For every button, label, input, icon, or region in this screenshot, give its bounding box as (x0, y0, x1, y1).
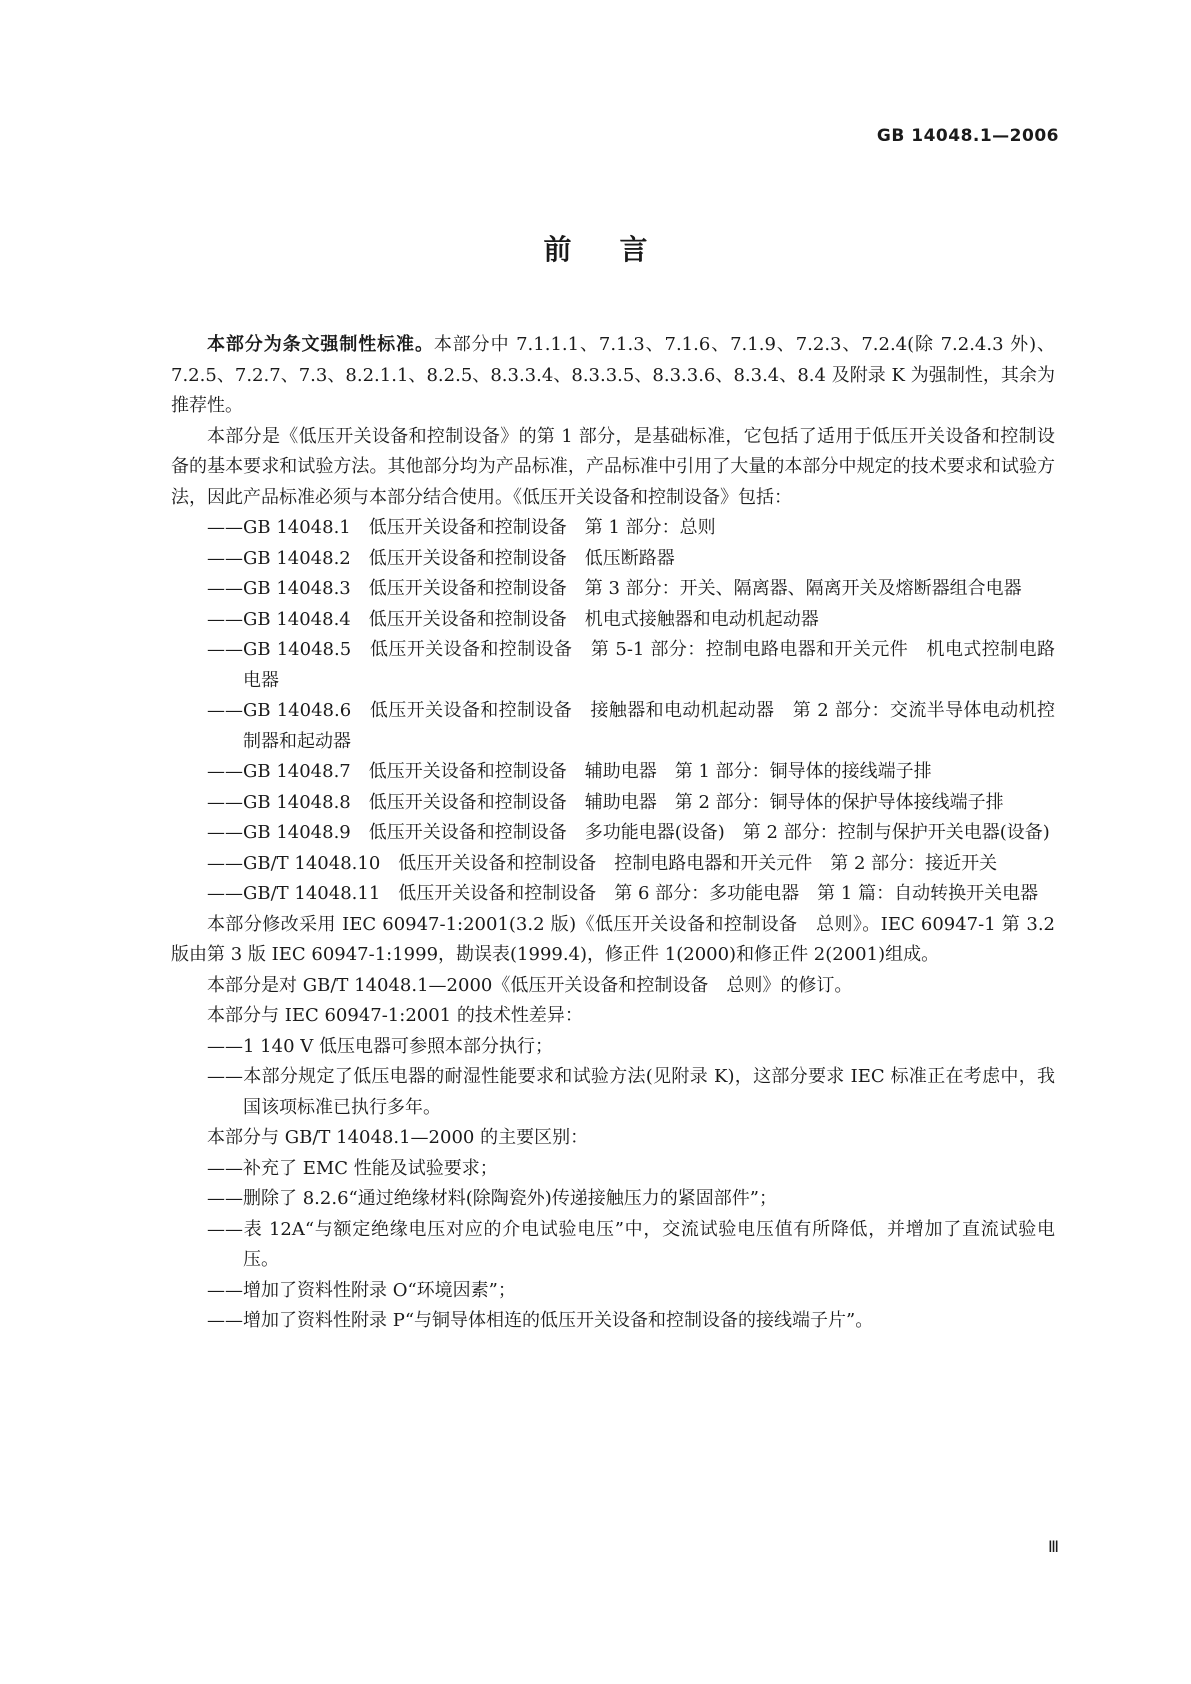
list-item: ——本部分规定了低压电器的耐湿性能要求和试验方法(见附录 K)，这部分要求 IEC 标准正在考虑中，我国该项标准已执行多年。 (207, 1066, 1055, 1118)
list-item: ——GB 14048.3 低压开关设备和控制设备 第 3 部分：开关、隔离器、隔离开关及熔断器组合电器 (207, 578, 1022, 599)
page-number: Ⅲ (1047, 1537, 1059, 1556)
paragraph-mandatory-scope (171, 330, 1055, 422)
paragraph-revision: 本部分是对 GB/T 14048.1—2000《低压开关设备和控制设备 总则》的修订。 (207, 974, 853, 996)
document-body (171, 330, 1055, 1337)
list-item: ——1 140 V 低压电器可参照本部分执行； (207, 1035, 553, 1057)
list-item: ——GB 14048.2 低压开关设备和控制设备 低压断路器 (207, 547, 675, 569)
list-item: ——GB 14048.8 低压开关设备和控制设备 辅助电器 第 2 部分：铜导体的保护导体接线端子排 (207, 791, 1004, 813)
paragraph-main-diff-heading: 本部分与 GB/T 14048.1—2000 的主要区别： (207, 1127, 589, 1148)
paragraph-tech-diff-heading: 本部分与 IEC 60947-1:2001 的技术性差异： (207, 1005, 583, 1026)
page-title: 前言 (543, 233, 696, 266)
list-item: ——GB 14048.4 低压开关设备和控制设备 机电式接触器和电动机起动器 (207, 608, 819, 630)
list-item: ——GB 14048.1 低压开关设备和控制设备 第 1 部分：总则 (207, 517, 716, 538)
list-item: ——表 12A“与额定绝缘电压对应的介电试验电压”中，交流试验电压值有所降低，并增加了直流试验电压。 (207, 1218, 1055, 1270)
list-item: ——补充了 EMC 性能及试验要求； (207, 1157, 498, 1179)
mandatory-statement: 本部分为条文强制性标准。 (207, 334, 434, 355)
list-item: ——GB 14048.7 低压开关设备和控制设备 辅助电器 第 1 部分：铜导体的接线端子排 (207, 761, 932, 782)
paragraph-series-intro: 本部分是《低压开关设备和控制设备》的第 1 部分，是基础标准，它包括了适用于低压开关设备和控制设备的基本要求和试验方法。其他部分均为产品标准，产品标准中引用了大量的本部分中规定的技术要求和试验方法，因此产品标准必须与本部分结合使用。《低压开关设备和控制设备》包括： (171, 425, 1055, 508)
list-item: ——增加了资料性附录 P“与铜导体相连的低压开关设备和控制设备的接线端子片”。 (207, 1310, 874, 1331)
list-item: ——删除了 8.2.6“通过绝缘材料(除陶瓷外)传递接触压力的紧固部件”； (207, 1188, 777, 1209)
list-item: ——GB 14048.9 低压开关设备和控制设备 多功能电器(设备) 第 2 部分：控制与保护开关电器(设备) (207, 822, 1050, 843)
list-item: ——增加了资料性附录 O“环境因素”； (207, 1279, 516, 1301)
standard-code: GB 14048.1—2006 (876, 126, 1059, 146)
paragraph-iec-adoption: 本部分修改采用 IEC 60947-1:2001(3.2 版)《低压开关设备和控制设备 总则》。IEC 60947-1 第 3.2 版由第 3 版 IEC 60947-1:1999，勘误表(1999.4)，修正件 1(2000)和修正件 2(2001)组成。 (171, 913, 1055, 965)
list-item: ——GB 14048.6 低压开关设备和控制设备 接触器和电动机起动器 第 2 部分：交流半导体电动机控制器和起动器 (207, 700, 1055, 752)
list-item: ——GB 14048.5 低压开关设备和控制设备 第 5-1 部分：控制电路电器和开关元件 机电式控制电路电器 (207, 639, 1055, 691)
mandatory-scope-text: 本部分中 7.1.1.1、7.1.3、7.1.6、7.1.9、7.2.3、7.2.4(除 7.2.4.3 外)、7.2.5、7.2.7、7.3、8.2.1.1、8.2.5、8.3.3.4、8.3.3.5、8.3.3.6、8.3.4、8.4 及附录 K 为强制性，其余为推荐性。 (171, 334, 1056, 416)
list-item: ——GB/T 14048.11 低压开关设备和控制设备 第 6 部分：多功能电器 第 1 篇：自动转换开关电器 (207, 883, 1039, 904)
list-item: ——GB/T 14048.10 低压开关设备和控制设备 控制电路电器和开关元件 第 2 部分：接近开关 (207, 852, 998, 874)
